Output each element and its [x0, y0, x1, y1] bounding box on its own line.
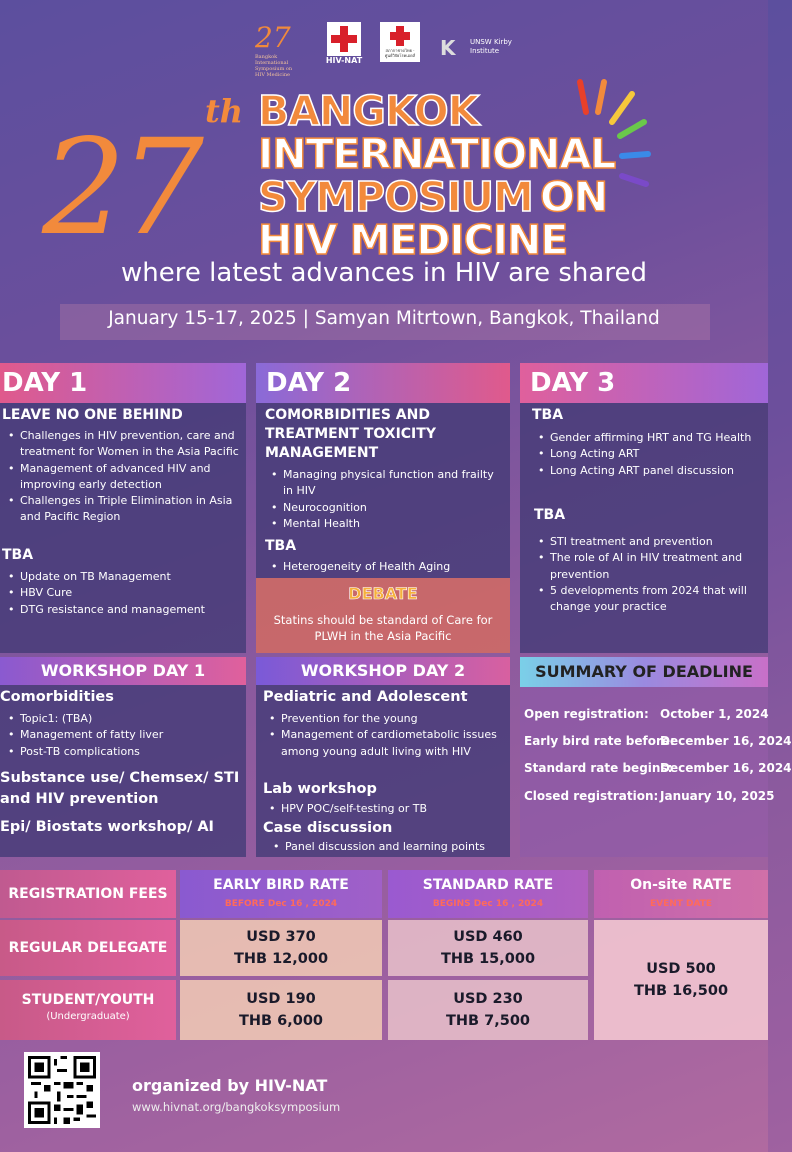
- regular-delegate-label: REGULAR DELEGATE: [0, 920, 176, 976]
- list-item: • The role of AI in HIV treatment and prevention: [532, 550, 762, 583]
- deadline-value: December 16, 2024: [660, 761, 792, 775]
- deadline-label: Standard rate begins:: [524, 761, 673, 775]
- symposium-logo-number: 27: [255, 21, 291, 54]
- edition-number: 27: [42, 111, 198, 265]
- hivnat-logo: [320, 22, 368, 72]
- fee-usd: USD 500: [646, 961, 716, 977]
- workshop-day-1-header: WORKSHOP DAY 1: [0, 657, 246, 685]
- deadline-value: October 1, 2024: [660, 707, 769, 721]
- workshop-1-section-1-list: [2, 711, 242, 760]
- list-item: • Prevention for the young: [263, 711, 505, 727]
- day-1-section-1-list: [2, 428, 242, 526]
- list-item: • Update on TB Management: [2, 569, 242, 585]
- workshop-1-section-1-title: Comorbidities: [0, 689, 114, 705]
- list-item: • Long Acting ART: [532, 446, 762, 462]
- workshop-2-section-3-list: [267, 839, 509, 855]
- list-item: • Panel discussion and learning points: [267, 839, 509, 855]
- website-link[interactable]: www.hivnat.org/bangkoksymposium: [132, 1100, 341, 1114]
- fee-cell-early-student: [180, 980, 382, 1040]
- title-line-4: HIV MEDICINE: [258, 216, 568, 264]
- sponsor-logos: [255, 21, 525, 78]
- edition-ordinal: th: [205, 92, 244, 130]
- fees-header-standard: [388, 870, 588, 918]
- title-line-2: INTERNATIONAL: [258, 130, 616, 178]
- onsite-subtitle: EVENT DATE: [649, 899, 713, 909]
- deadline-value: December 16, 2024: [660, 734, 792, 748]
- list-item: • Challenges in Triple Elimination in Asia and Pacific Region: [2, 493, 242, 526]
- day-3-section-2-title: TBA: [534, 507, 566, 523]
- workshop-2-section-2-list: [263, 801, 505, 817]
- title-line-1: BANGKOK: [258, 87, 479, 135]
- fee-cell-standard-regular: [388, 920, 588, 976]
- onsite-title: On-site RATE: [630, 877, 732, 893]
- deadline-label: Open registration:: [524, 707, 649, 721]
- qr-code-icon: [28, 1056, 96, 1124]
- deadline-value: January 10, 2025: [660, 789, 775, 803]
- day-1-section-2-title: TBA: [2, 547, 34, 563]
- workshop-2-section-2-title: Lab workshop: [263, 781, 377, 797]
- qr-code[interactable]: [24, 1052, 100, 1128]
- organizer: organized by HIV-NAT: [132, 1076, 328, 1095]
- fee-cell-early-regular: [180, 920, 382, 976]
- workshop-day-2-header: WORKSHOP DAY 2: [256, 657, 510, 685]
- list-item: • Management of cardiometabolic issues among young adult living with HIV: [263, 727, 505, 760]
- day-1-section-2-list: [2, 569, 242, 618]
- fee-thb: THB 15,000: [440, 951, 536, 967]
- list-item: • Post-TB complications: [2, 744, 242, 760]
- list-item: • HBV Cure: [2, 585, 242, 601]
- day-2-header: DAY 2: [256, 363, 510, 403]
- hivnat-logo-mark: [327, 22, 361, 56]
- fee-usd: USD 190: [246, 991, 316, 1007]
- day-2-section-2-list: [265, 559, 505, 575]
- standard-title: STANDARD RATE: [422, 877, 554, 893]
- red-cross-logo: [380, 22, 420, 62]
- list-item: • Long Acting ART panel discussion: [532, 463, 762, 479]
- debate-title: DEBATE: [348, 584, 418, 603]
- workshop-2-section-3-title: Case discussion: [263, 820, 393, 836]
- day-3-section-1-list: [532, 430, 762, 479]
- fee-cell-standard-student: [388, 980, 588, 1040]
- student-youth-title: STUDENT/YOUTH: [21, 992, 155, 1008]
- kirby-logo-mark: K: [440, 36, 456, 60]
- list-item: • Management of advanced HIV and improving early detection: [2, 461, 242, 494]
- day-3-section-2-list: [532, 534, 762, 615]
- day-2-section-2-title: TBA: [265, 538, 297, 554]
- debate-text: Statins should be standard of Care for PLWH in the Asia Pacific: [273, 613, 493, 643]
- workshop-1-section-3-title: Epi/ Biostats workshop/ AI: [0, 819, 214, 835]
- day-2-section-1-list: [265, 467, 505, 532]
- symposium-logo: [255, 21, 299, 78]
- list-item: • Managing physical function and frailty in HIV: [265, 467, 505, 500]
- list-item: • Neurocognition: [265, 500, 505, 516]
- symposium-logo-text: Bangkok International Symposium on HIV Medicine: [255, 54, 293, 78]
- list-item: • Mental Health: [265, 516, 505, 532]
- list-item: • HPV POC/self-testing or TB: [263, 801, 505, 817]
- standard-subtitle: BEGINS Dec 16 , 2024: [432, 899, 544, 909]
- fee-thb: THB 7,500: [446, 1013, 530, 1029]
- title-line-3-on: ON: [540, 173, 608, 221]
- fee-cell-onsite: [594, 920, 768, 1040]
- fee-usd: USD 460: [453, 929, 523, 945]
- event-date-venue: January 15-17, 2025 | Samyan Mitrtown, Bangkok, Thailand: [108, 308, 660, 329]
- kirby-logo-text: UNSW Kirby Institute: [470, 38, 512, 55]
- kirby-institute-logo: [440, 36, 525, 60]
- fee-thb: THB 16,500: [633, 983, 729, 999]
- fee-thb: THB 6,000: [239, 1013, 323, 1029]
- student-youth-label: [0, 980, 176, 1040]
- student-youth-subtitle: (Undergraduate): [46, 1011, 130, 1022]
- day-3-header: DAY 3: [520, 363, 768, 403]
- workshop-2-section-1-title: Pediatric and Adolescent: [263, 689, 468, 705]
- color-ribbons-decoration: [560, 78, 660, 198]
- deadline-label: Closed registration:: [524, 789, 659, 803]
- day-3-section-1-title: TBA: [532, 407, 564, 423]
- workshop-2-section-1-list: [263, 711, 505, 760]
- deadline-label: Early bird rate before:: [524, 734, 675, 748]
- day-1-section-1-title: LEAVE NO ONE BEHIND: [2, 407, 183, 423]
- list-item: • Heterogeneity of Health Aging: [265, 559, 505, 575]
- list-item: • Topic1: (TBA): [2, 711, 242, 727]
- day-1-header: DAY 1: [0, 363, 246, 403]
- list-item: • Gender affirming HRT and TG Health: [532, 430, 762, 446]
- early-bird-subtitle: BEFORE Dec 16 , 2024: [224, 899, 338, 909]
- list-item: • 5 developments from 2024 that will change your practice: [532, 583, 762, 616]
- early-bird-title: EARLY BIRD RATE: [213, 877, 349, 893]
- hivnat-logo-label: HIV-NAT: [325, 56, 363, 65]
- fees-header-label: REGISTRATION FEES: [0, 870, 176, 918]
- workshop-1-section-2-title: Substance use/ Chemsex/ STI and HIV prevention: [0, 770, 240, 807]
- list-item: • Management of fatty liver: [2, 727, 242, 743]
- tagline: where latest advances in HIV are shared: [121, 258, 647, 288]
- fees-header-early-bird: [180, 870, 382, 918]
- title-line-3: SYMPOSIUM: [258, 173, 533, 221]
- list-item: • DTG resistance and management: [2, 602, 242, 618]
- red-cross-logo-text: สภากาชาดไทย · ศูนย์วิจัยโรคเอดส์: [384, 48, 416, 58]
- list-item: • STI treatment and prevention: [532, 534, 762, 550]
- list-item: • Challenges in HIV prevention, care and treatment for Women in the Asia Pacific: [2, 428, 242, 461]
- fee-thb: THB 12,000: [233, 951, 329, 967]
- deadline-summary-header: SUMMARY OF DEADLINE: [520, 657, 768, 687]
- fees-header-onsite: [594, 870, 768, 918]
- day-2-section-1-title: COMORBIDITIES AND TREATMENT TOXICITY MANAGEMENT: [265, 407, 436, 461]
- fee-usd: USD 370: [246, 929, 316, 945]
- fee-usd: USD 230: [453, 991, 523, 1007]
